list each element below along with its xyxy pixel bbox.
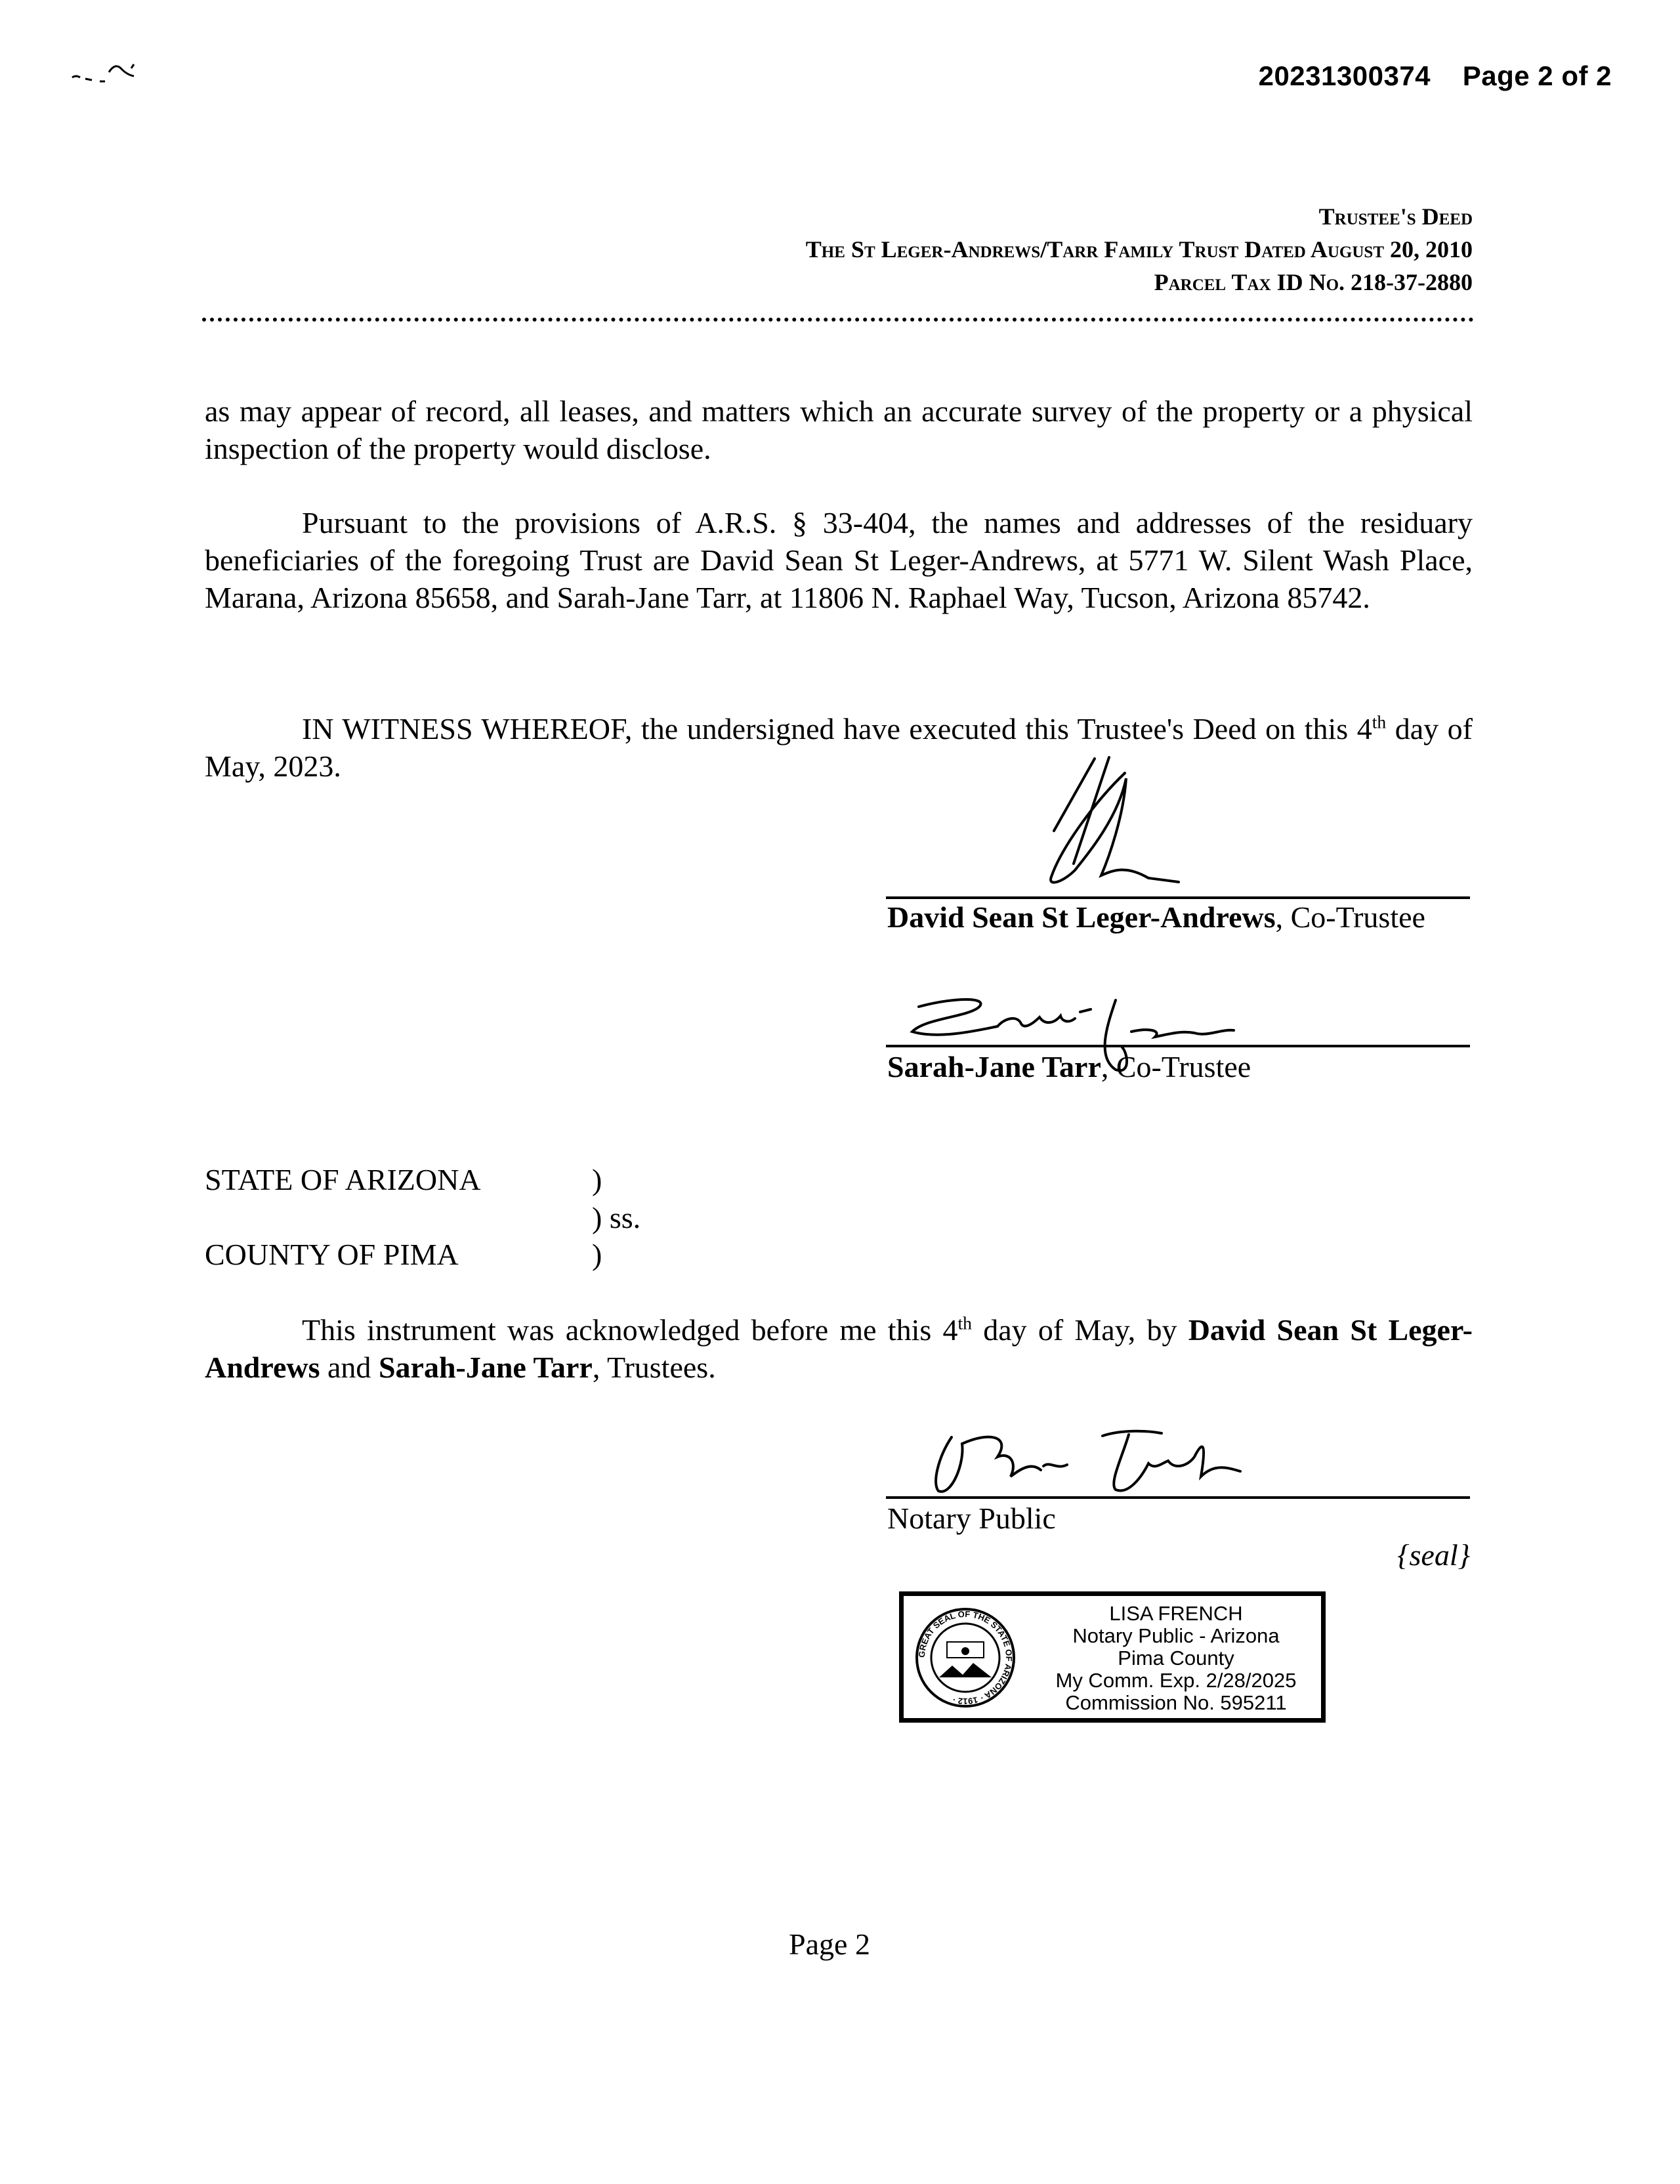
signature-line-1 bbox=[886, 896, 1470, 899]
page-number: Page 2 bbox=[789, 1927, 870, 1961]
paragraph-witness bbox=[205, 710, 1473, 785]
notary-title: Notary Public bbox=[887, 1502, 1056, 1535]
signature-david-sean-st-leger-andrews bbox=[1011, 753, 1194, 891]
ack-text-mid: day of May, by bbox=[971, 1313, 1188, 1347]
signer-1-role: , Co-Trustee bbox=[1275, 900, 1425, 934]
signer-2-name: Sarah-Jane Tarr bbox=[887, 1050, 1101, 1083]
recording-page-label: Page 2 of 2 bbox=[1462, 60, 1612, 91]
paragraph-beneficiaries: Pursuant to the provisions of A.R.S. § 33-404, the names and addresses of the residuary beneficiaries of the foregoing Trust are David Sean St Leger-Andrews, at 5771 W. Silent Wash Place, Marana, Arizona 85658, and Sarah-Jane Tarr, at 11806 N. Raphael Way, Tucson, Arizona 85742. bbox=[205, 506, 1473, 614]
parcel-id-line: Parcel Tax ID No. 218-37-2880 bbox=[1154, 269, 1473, 295]
seal-commission-number: Commission No. 595211 bbox=[1065, 1691, 1287, 1714]
witness-ordinal: th bbox=[1372, 711, 1387, 732]
venue-state: STATE OF ARIZONA bbox=[205, 1163, 481, 1196]
paragraph-acknowledgment bbox=[205, 1311, 1473, 1386]
seal-commission-expiry: My Comm. Exp. 2/28/2025 bbox=[1055, 1669, 1297, 1692]
seal-label: {seal} bbox=[1397, 1538, 1470, 1572]
state-seal-ring-text: GREAT SEAL OF THE STATE OF ARIZONA · 1912 · bbox=[916, 1608, 1015, 1707]
signature-line-notary bbox=[886, 1496, 1470, 1499]
recording-number: 20231300374 bbox=[1258, 60, 1431, 91]
recording-stamp bbox=[1242, 29, 1612, 92]
signer-2-role: , Co-Trustee bbox=[1101, 1050, 1251, 1083]
signer-1 bbox=[887, 900, 1425, 934]
venue-paren-1: ) bbox=[592, 1163, 602, 1196]
ack-text-start: This instrument was acknowledged before me this 4 bbox=[302, 1313, 958, 1347]
state-seal-emblem bbox=[913, 1605, 1018, 1710]
ack-text-and: and bbox=[320, 1351, 379, 1384]
venue-paren-2: ) bbox=[592, 1238, 602, 1271]
paragraph-continuation: as may appear of record, all leases, and matters which an accurate survey of the property or a physical inspection of the property would disclose. bbox=[205, 394, 1473, 465]
signer-2 bbox=[887, 1050, 1251, 1084]
ack-ordinal: th bbox=[957, 1312, 972, 1334]
header-divider bbox=[202, 308, 1474, 322]
trust-name-line: The St Leger-Andrews/Tarr Family Trust Dated August 20, 2010 bbox=[805, 236, 1473, 262]
signature-notary bbox=[912, 1418, 1253, 1503]
notary-seal bbox=[899, 1591, 1326, 1723]
venue-county: COUNTY OF PIMA bbox=[205, 1238, 459, 1271]
seal-county: Pima County bbox=[1118, 1647, 1234, 1670]
ack-text-end: , Trustees. bbox=[592, 1351, 716, 1384]
scan-mark bbox=[68, 52, 180, 92]
ack-name-2: Sarah-Jane Tarr bbox=[378, 1351, 593, 1384]
witness-text-start: IN WITNESS WHEREOF, the undersigned have executed this Trustee's Deed on this 4 bbox=[302, 712, 1372, 746]
seal-notary-state: Notary Public - Arizona bbox=[1072, 1624, 1280, 1647]
venue-ss: ) ss. bbox=[592, 1201, 641, 1234]
seal-text-block bbox=[1028, 1603, 1324, 1714]
seal-notary-name: LISA FRENCH bbox=[1109, 1602, 1243, 1625]
witness-text-end: day of May, 2023. bbox=[205, 712, 1473, 783]
ack-name-1: David Sean St Leger-Andrews bbox=[205, 1313, 1473, 1384]
signature-line-2 bbox=[886, 1045, 1470, 1047]
deed-title: Trustee's Deed bbox=[1318, 203, 1473, 230]
signer-1-name: David Sean St Leger-Andrews bbox=[887, 900, 1276, 934]
